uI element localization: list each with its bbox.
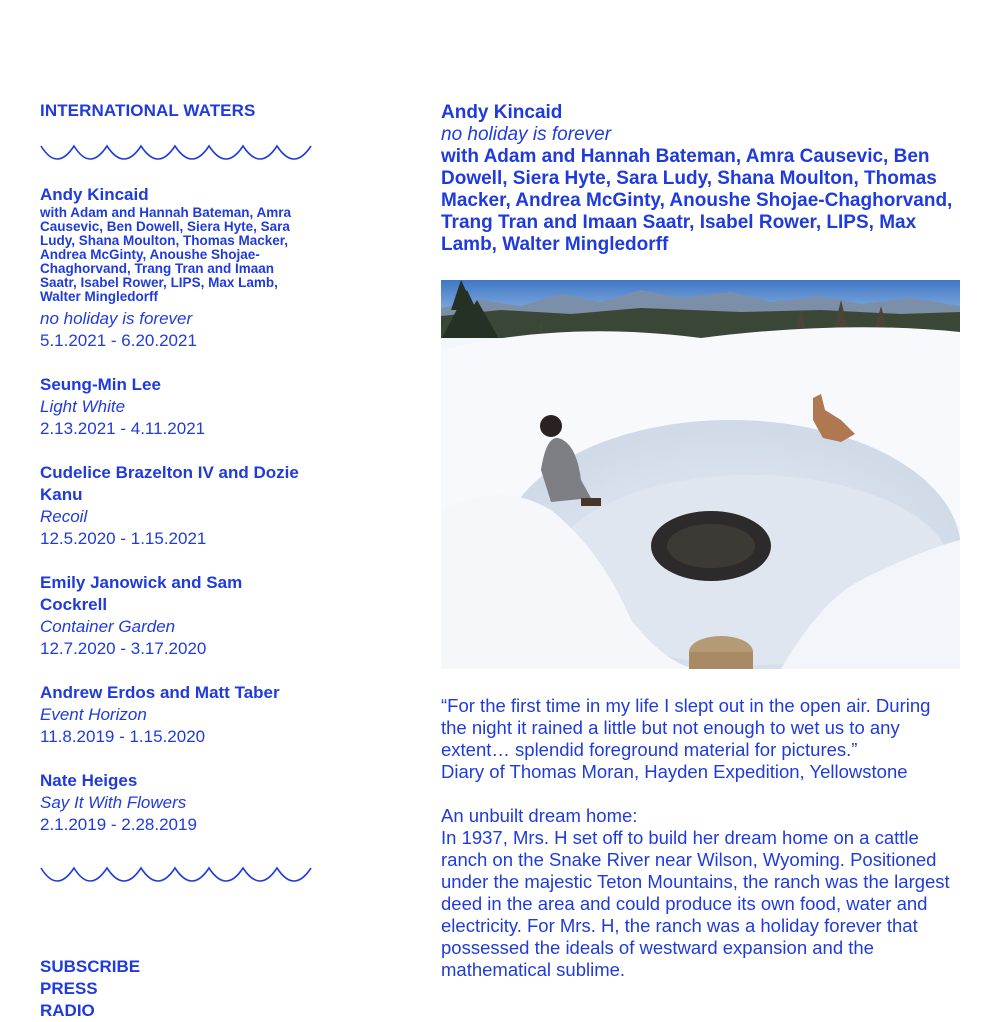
exhibition-artist[interactable]: Andy Kincaid	[40, 185, 149, 204]
exhibition-title[interactable]: Light White	[40, 397, 126, 416]
section-body: In 1937, Mrs. H set off to build her dream home on a cattle ranch on the Snake River near Wilson, Wyoming. Positioned under the majestic Teton Mountains, the ranch was the largest deed in the area and could produce its own food, water and electricity. For Mrs. H, the ranch was a holiday forever that possessed the ideals of westward expansion and the mathematical sublime.	[441, 827, 950, 980]
subscribe-link[interactable]: SUBSCRIBE	[40, 957, 141, 976]
exhibition-title[interactable]: Event Horizon	[40, 705, 147, 724]
section-heading: An unbuilt dream home:	[441, 805, 638, 826]
exhibition-photo	[441, 280, 960, 669]
exhibition-text	[441, 695, 961, 981]
press-link[interactable]: PRESS	[40, 979, 98, 998]
exhibition-title[interactable]: no holiday is forever	[40, 309, 193, 328]
exhibition-item[interactable]	[40, 184, 312, 352]
exhibition-artist[interactable]: Cudelice Brazelton IV and Dozie Kanu	[40, 463, 299, 504]
exhibition-list	[40, 184, 312, 836]
exhibition-artist[interactable]: Seung-Min Lee	[40, 375, 161, 394]
site-title[interactable]: INTERNATIONAL WATERS	[40, 101, 256, 120]
exhibition-item[interactable]	[40, 462, 312, 550]
exhibition-dates: 2.1.2019 - 2.28.2019	[40, 815, 197, 834]
exhibition-artist[interactable]: Emily Janowick and Sam Cockrell	[40, 573, 243, 614]
quote-source: Diary of Thomas Moran, Hayden Expedition, Yellowstone	[441, 761, 908, 782]
exhibition-item[interactable]	[40, 770, 312, 836]
exhibition-heading-title: no holiday is forever	[441, 124, 612, 145]
exhibition-dates: 12.7.2020 - 3.17.2020	[40, 639, 207, 658]
exhibition-item[interactable]	[40, 374, 312, 440]
radio-link[interactable]: RADIO	[40, 1001, 95, 1020]
sidebar	[40, 100, 312, 1022]
exhibition-item[interactable]	[40, 682, 312, 748]
exhibition-title[interactable]: Recoil	[40, 507, 88, 526]
exhibition-dates: 2.13.2021 - 4.11.2021	[40, 419, 206, 438]
quote-text: “For the first time in my life I slept out in the open air. During the night it rained a little but not enough to wet us to any extent… splendid foreground material for pictures.”	[441, 695, 931, 760]
exhibition-dates: 5.1.2021 - 6.20.2021	[40, 331, 197, 350]
exhibition-heading-collaborators: with Adam and Hannah Bateman, Amra Causevic, Ben Dowell, Siera Hyte, Sara Ludy, Shana Moulton, Thomas Macker, Andrea McGinty, Anoushe Shojae-Chaghorvand, Trang Tran and Imaan Saatr, Isabel Rower, LIPS, Max Lamb, Walter Mingledorff	[441, 146, 953, 255]
exhibition-heading-artist: Andy Kincaid	[441, 102, 563, 123]
exhibition-artist[interactable]: Andrew Erdos and Matt Taber	[40, 683, 280, 702]
exhibition-dates: 12.5.2020 - 1.15.2021	[40, 529, 207, 548]
wave-divider-bottom	[40, 866, 312, 884]
exhibition-title[interactable]: Say It With Flowers	[40, 793, 187, 812]
wave-divider-top	[40, 144, 312, 162]
exhibition-artist[interactable]: Nate Heiges	[40, 771, 138, 790]
exhibition-item[interactable]	[40, 572, 312, 660]
exhibition-title[interactable]: Container Garden	[40, 617, 176, 636]
main-content	[441, 102, 961, 981]
exhibition-dates: 11.8.2019 - 1.15.2020	[40, 727, 206, 746]
footer-nav	[40, 956, 312, 1022]
exhibition-collaborators: with Adam and Hannah Bateman, Amra Causevic, Ben Dowell, Siera Hyte, Sara Ludy, Shana Moulton, Thomas Macker, Andrea McGinty, Anoushe Shojae-Chaghorvand, Trang Tran and Imaan Saatr, Isabel Rower, LIPS, Max Lamb, Walter Mingledorff	[40, 205, 292, 304]
